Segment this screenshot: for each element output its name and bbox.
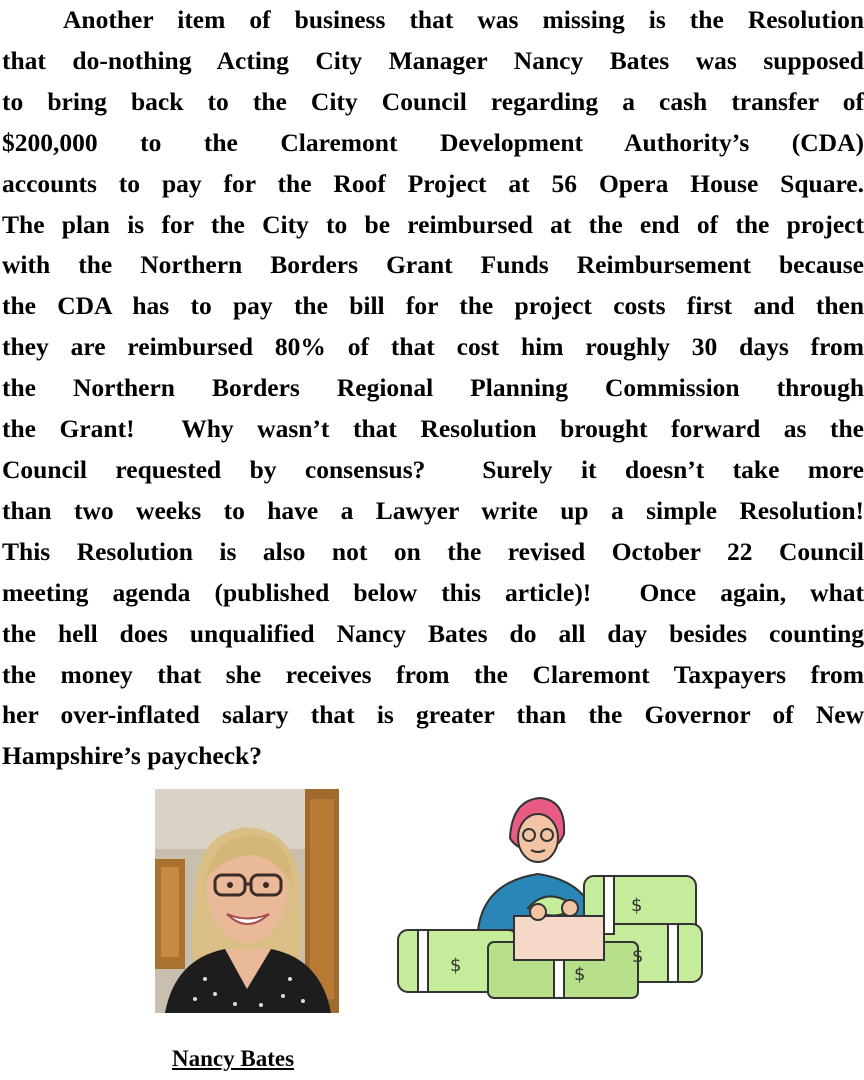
- article-line: $200,000 to the Claremont Development Authority’s (CDA): [2, 127, 864, 157]
- article-body: [2, 0, 864, 777]
- article-line: The plan is for the City to be reimbursed at the end of the project: [2, 209, 864, 239]
- article-line: with the Northern Borders Grant Funds Reimbursement because: [2, 250, 864, 280]
- svg-text:$: $: [632, 946, 644, 967]
- article-line: meeting agenda (published below this article)! Once again, what: [2, 577, 864, 607]
- money-counting-illustration: [388, 790, 708, 1010]
- article-line: Another item of business that was missing is the Resolution: [63, 5, 864, 34]
- article-line: to bring back to the City Council regarding a cash transfer of: [2, 86, 864, 116]
- article-line: her over-inflated salary that is greater than the Governor of New: [2, 700, 864, 730]
- svg-text:$: $: [631, 895, 643, 916]
- article-line: the hell does unqualified Nancy Bates do all day besides counting: [2, 618, 864, 648]
- article-line: the Grant! Why wasn’t that Resolution brought forward as the: [2, 414, 864, 444]
- article-line: Council requested by consensus? Surely it doesn’t take more: [2, 454, 864, 484]
- article-line: that do-nothing Acting City Manager Nancy Bates was supposed: [2, 45, 864, 75]
- article-line: than two weeks to have a Lawyer write up a simple Resolution!: [2, 495, 864, 525]
- portrait-photo: [155, 789, 339, 1013]
- article-line: This Resolution is also not on the revised October 22 Council: [2, 536, 864, 566]
- article-line: the money that she receives from the Claremont Taxpayers from: [2, 659, 864, 689]
- article-line: the Northern Borders Regional Planning Commission through: [2, 373, 864, 403]
- article-line: Hampshire’s paycheck?: [2, 741, 262, 771]
- svg-text:$: $: [574, 964, 586, 985]
- article-line: the CDA has to pay the bill for the project costs first and then: [2, 291, 864, 321]
- svg-text:$: $: [450, 955, 462, 976]
- article-line: accounts to pay for the Roof Project at 56 Opera House Square.: [2, 168, 864, 198]
- photo-caption: Nancy Bates: [172, 1046, 295, 1071]
- article-line: they are reimbursed 80% of that cost him roughly 30 days from: [2, 332, 864, 362]
